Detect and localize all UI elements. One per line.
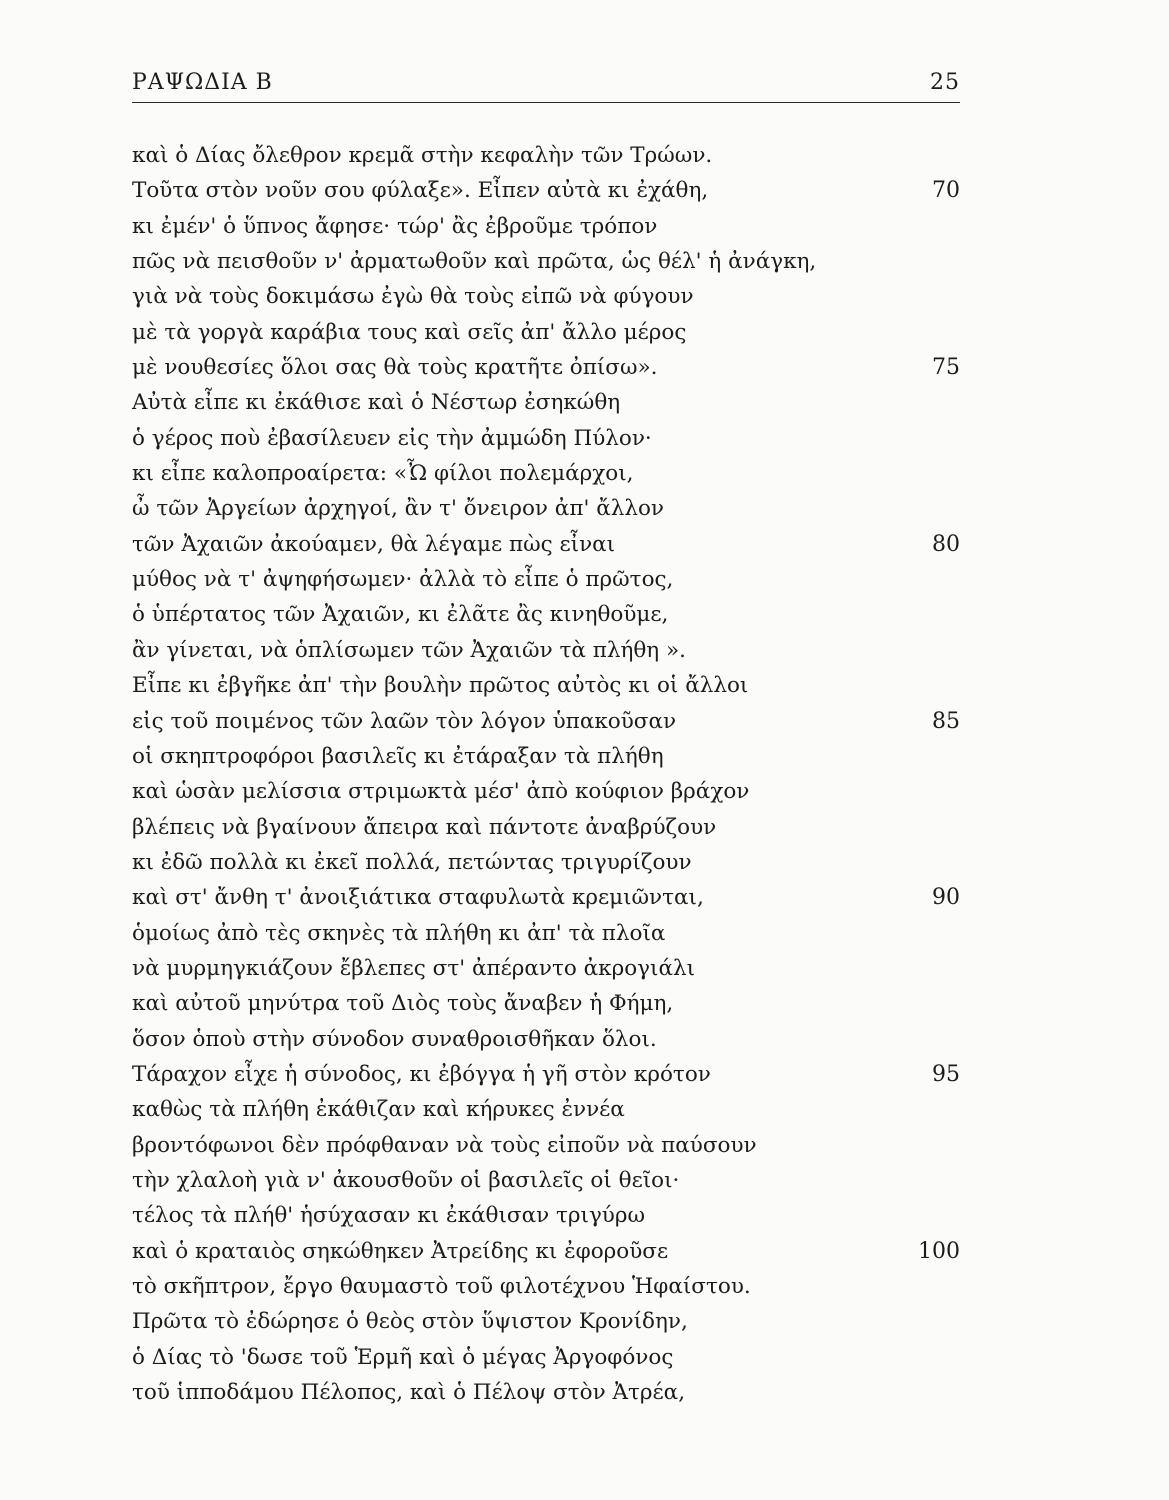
line-number: 70 bbox=[932, 178, 960, 204]
chapter-title: ΡΑΨΩΔΙΑ Β bbox=[132, 70, 273, 95]
verse-line-text: μὲ τὰ γοργὰ καράβια τους καὶ σεῖς ἀπ' ἄλλο μέρος bbox=[132, 319, 687, 345]
verse-line bbox=[132, 951, 960, 986]
verse-line-text: μύθος νὰ τ' ἀψηφήσωμεν· ἀλλὰ τὸ εἶπε ὁ πρῶτος, bbox=[132, 567, 674, 593]
verse-line-text: Αὐτὰ εἶπε κι ἐκάθισε καὶ ὁ Νέστωρ ἐσηκώθη bbox=[132, 390, 621, 416]
verse-line-text: βλέπεις νὰ βγαίνουν ἄπειρα καὶ πάντοτε ἀναβρύζουν bbox=[132, 814, 717, 840]
verse-line-text: ὁ Δίας τὸ 'δωσε τοῦ Ἑρμῆ καὶ ὁ μέγας Ἀργοφόνος bbox=[132, 1344, 674, 1370]
verse-line-text: πῶς νὰ πεισθοῦν ν' ἀρματωθοῦν καὶ πρῶτα, ὡς θέλ' ἡ ἀνάγκη, bbox=[132, 249, 817, 275]
verse-line bbox=[132, 1057, 960, 1092]
verse-line bbox=[132, 916, 960, 951]
verse-line-text: τοῦ ἱπποδάμου Πέλοπος, καὶ ὁ Πέλοψ στὸν Ἀτρέα, bbox=[132, 1380, 686, 1406]
verse-line bbox=[132, 1304, 960, 1339]
verse-line bbox=[132, 986, 960, 1021]
verse-line-text: Πρῶτα τὸ ἐδώρησε ὁ θεὸς στὸν ὕψιστον Κρονίδην, bbox=[132, 1309, 688, 1335]
verse-line bbox=[132, 739, 960, 774]
line-number: 100 bbox=[918, 1238, 960, 1264]
verse-line-text: καὶ ὁ Δίας ὄλεθρον κρεμᾶ στὴν κεφαλὴν τῶν Τρώων. bbox=[132, 143, 713, 168]
verse-line bbox=[132, 279, 960, 314]
verse-line-text: ὦ τῶν Ἀργείων ἀρχηγοί, ἂν τ' ὄνειρον ἀπ' ἄλλον bbox=[132, 496, 664, 522]
line-number: 85 bbox=[932, 708, 960, 734]
verse-line-text: ὁμοίως ἀπὸ τὲς σκηνὲς τὰ πλήθη κι ἀπ' τὰ πλοῖα bbox=[132, 920, 666, 946]
verse-line-text: τῶν Ἀχαιῶν ἀκούαμεν, θὰ λέγαμε πὼς εἶναι bbox=[132, 531, 616, 557]
verse-line bbox=[132, 456, 960, 491]
line-number: 80 bbox=[932, 531, 960, 557]
verse-line-text: καὶ στ' ἄνθη τ' ἀνοιξιάτικα σταφυλωτὰ κρεμιῶνται, bbox=[132, 885, 704, 911]
verse-line bbox=[132, 880, 960, 915]
verse-line bbox=[132, 1128, 960, 1163]
page-number: 25 bbox=[930, 70, 960, 95]
verse-line bbox=[132, 209, 960, 244]
verse-line-text: καὶ ὡσὰν μελίσσια στριμωκτὰ μέσ' ἀπὸ κούφιον βράχον bbox=[132, 779, 750, 805]
verse-line bbox=[132, 1269, 960, 1304]
verse-line-text: οἱ σκηπτροφόροι βασιλεῖς κι ἐτάραξαν τὰ πλήθη bbox=[132, 743, 664, 769]
line-number: 90 bbox=[932, 885, 960, 911]
verse-line bbox=[132, 138, 960, 173]
running-head bbox=[132, 66, 960, 100]
verse-line bbox=[132, 491, 960, 526]
verse-line-text: ὁ ὑπέρτατος τῶν Ἀχαιῶν, κι ἐλᾶτε ἂς κινηθοῦμε, bbox=[132, 602, 669, 628]
verse-line bbox=[132, 845, 960, 880]
verse-line-text: καθὼς τὰ πλήθη ἐκάθιζαν καὶ κήρυκες ἐννέα bbox=[132, 1097, 625, 1123]
verse-line-text: Εἶπε κι ἐβγῆκε ἀπ' τὴν βουλὴν πρῶτος αὐτὸς κι οἱ ἄλλοι bbox=[132, 673, 749, 699]
verse-line bbox=[132, 668, 960, 703]
verse-line-text: Τάραχον εἶχε ἡ σύνοδος, κι ἐβόγγα ἡ γῆ στὸν κρότον bbox=[132, 1061, 711, 1087]
verse-line-text: τὴν χλαλοὴ γιὰ ν' ἀκουσθοῦν οἱ βασιλεῖς οἱ θεῖοι· bbox=[132, 1167, 680, 1193]
verse-line bbox=[132, 597, 960, 632]
verse-line bbox=[132, 173, 960, 208]
verse-line-text: Τοῦτα στὸν νοῦν σου φύλαξε». Εἶπεν αὐτὰ κι ἐχάθη, bbox=[132, 178, 709, 204]
verse-line bbox=[132, 350, 960, 385]
verse-line-text: ὅσον ὁποὺ στὴν σύνοδον συναθροισθῆκαν ὅλοι. bbox=[132, 1026, 657, 1052]
verse-line bbox=[132, 1234, 960, 1269]
line-number: 95 bbox=[932, 1061, 960, 1087]
verse-line bbox=[132, 421, 960, 456]
verse-line bbox=[132, 704, 960, 739]
verse-line bbox=[132, 385, 960, 420]
verse-line-text: μὲ νουθεσίες ὅλοι σας θὰ τοὺς κρατῆτε ὀπίσω». bbox=[132, 355, 658, 381]
line-number: 75 bbox=[932, 355, 960, 381]
verse-line bbox=[132, 562, 960, 597]
verse-line bbox=[132, 633, 960, 668]
verse-line-text: καὶ ὁ κραταιὸς σηκώθηκεν Ἀτρείδης κι ἐφοροῦσε bbox=[132, 1238, 669, 1264]
verse-line bbox=[132, 1092, 960, 1127]
verse-line-text: ὁ γέρος ποὺ ἐβασίλευεν εἰς τὴν ἀμμώδη Πύλον· bbox=[132, 425, 652, 451]
verse-line-text: βροντόφωνοι δὲν πρόφθαναν νὰ τοὺς εἰποῦν νὰ παύσουν bbox=[132, 1132, 757, 1158]
verse-line-text: κι ἐμέν' ὁ ὕπνος ἄφησε· τώρ' ἂς ἐβροῦμε τρόπον bbox=[132, 213, 658, 239]
verse-line bbox=[132, 1340, 960, 1375]
verse-line bbox=[132, 1375, 960, 1410]
verse-line bbox=[132, 244, 960, 279]
verse-line bbox=[132, 527, 960, 562]
verse-line-text: κι εἶπε καλοπροαίρετα: «Ὦ φίλοι πολεμάρχοι, bbox=[132, 461, 634, 487]
verse-line bbox=[132, 1022, 960, 1057]
verse-line-text: κι ἐδῶ πολλὰ κι ἐκεῖ πολλά, πετώντας τριγυρίζουν bbox=[132, 849, 692, 875]
verse-line-text: καὶ αὐτοῦ μηνύτρα τοῦ Διὸς τοὺς ἄναβεν ἡ Φήμη, bbox=[132, 991, 674, 1017]
verse-line bbox=[132, 315, 960, 350]
verse-line-text: εἰς τοῦ ποιμένος τῶν λαῶν τὸν λόγον ὑπακοῦσαν bbox=[132, 708, 677, 734]
verse-line bbox=[132, 1198, 960, 1233]
verse-line-text: τὸ σκῆπτρον, ἔργο θαυμαστὸ τοῦ φιλοτέχνου Ἡφαίστου. bbox=[132, 1274, 751, 1299]
verse-line bbox=[132, 774, 960, 809]
header-rule bbox=[132, 102, 960, 103]
verse-line-text: γιὰ νὰ τοὺς δοκιμάσω ἐγὼ θὰ τοὺς εἰπῶ νὰ φύγουν bbox=[132, 284, 694, 310]
verse-line bbox=[132, 1163, 960, 1198]
verse-line-text: νὰ μυρμηγκιάζουν ἔβλεπες στ' ἀπέραντο ἀκρογιάλι bbox=[132, 955, 696, 981]
verse-line-text: τέλος τὰ πλήθ' ἡσύχασαν κι ἐκάθισαν τριγύρω bbox=[132, 1203, 646, 1229]
verse-line bbox=[132, 810, 960, 845]
verse-line-text: ἂν γίνεται, νὰ ὁπλίσωμεν τῶν Ἀχαιῶν τὰ πλήθη ». bbox=[132, 637, 687, 663]
verse-text bbox=[132, 138, 960, 1410]
